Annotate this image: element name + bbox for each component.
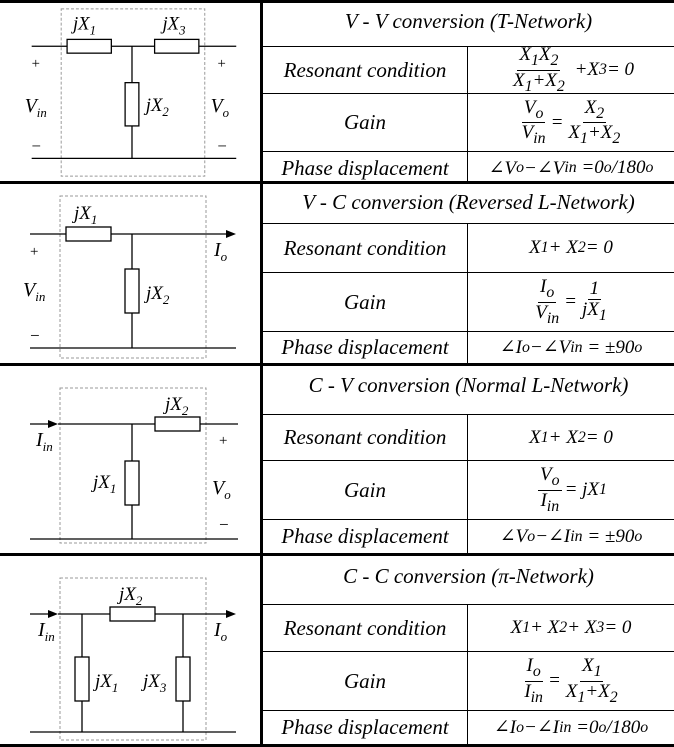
reversed-l-table bbox=[263, 184, 674, 363]
t-network-circuit bbox=[0, 3, 263, 181]
plus-sign: + bbox=[217, 55, 226, 72]
label-vin: $V_{in}$ bbox=[24, 95, 47, 121]
row-label: Gain bbox=[263, 94, 468, 151]
panel-vc-conversion bbox=[0, 184, 674, 366]
impedance-jx1 bbox=[67, 39, 111, 53]
row-label: Phase displacement bbox=[263, 332, 468, 363]
pi-network-table bbox=[263, 556, 674, 744]
label-jx2: $jX_2$ bbox=[165, 394, 189, 418]
table-row bbox=[263, 331, 674, 363]
row-label: Gain bbox=[263, 652, 468, 710]
label-vin: $V_{in}$ bbox=[23, 279, 46, 304]
minus-sign: − bbox=[31, 136, 42, 156]
gain-formula: $\frac{I_o}{V_{in}}$ = $\frac{1}{jX_1}$ bbox=[535, 276, 607, 327]
label-jx2: $jX_2$ bbox=[145, 95, 169, 120]
table-row bbox=[263, 460, 674, 519]
normal-l-schematic bbox=[0, 366, 263, 553]
plus-sign: + bbox=[31, 55, 41, 72]
label-jx1: $jX_1$ bbox=[93, 472, 117, 496]
current-arrow bbox=[226, 610, 236, 618]
table-row bbox=[263, 604, 674, 651]
row-label: Gain bbox=[263, 273, 468, 331]
label-jx1: $jX_1$ bbox=[72, 13, 96, 38]
table-row bbox=[263, 414, 674, 460]
gain-formula: $\frac{V_o}{V_{in}}$ = $\frac{X_2}{X_1+X_2}$ bbox=[521, 96, 621, 147]
normal-l-table bbox=[263, 366, 674, 553]
row-label: Phase displacement bbox=[263, 152, 468, 184]
plus-sign: + bbox=[30, 244, 39, 260]
phase-formula: ∠I o −∠V in = ±90 o bbox=[499, 336, 643, 358]
panel-vv-conversion bbox=[0, 0, 674, 184]
current-arrow bbox=[48, 420, 58, 428]
label-iin: $I_{in}$ bbox=[36, 429, 53, 454]
label-io: $I_o$ bbox=[214, 619, 228, 644]
t-network-table bbox=[263, 3, 674, 181]
row-label: Phase displacement bbox=[263, 520, 468, 553]
resonant-condition-formula: $\frac{X_1X_2}{X_1+X_2}$ +X 3 = 0 bbox=[512, 44, 635, 95]
table-row bbox=[263, 651, 674, 710]
table-row bbox=[263, 710, 674, 744]
table-row bbox=[263, 151, 674, 184]
gain-formula: $\frac{V_o}{I_{in}}$ = jX 1 bbox=[540, 464, 607, 515]
label-jx3: $jX_3$ bbox=[162, 13, 186, 38]
pi-network-circuit bbox=[0, 556, 263, 744]
minus-sign: − bbox=[30, 326, 40, 345]
panel-cc-conversion bbox=[0, 556, 674, 747]
pi-network-schematic bbox=[0, 556, 263, 744]
phase-formula: ∠V o −∠V in =0 o /180 o bbox=[488, 157, 654, 179]
resonant-condition-formula: X 1 + X 2 = 0 bbox=[529, 237, 613, 258]
label-io: $I_o$ bbox=[214, 239, 228, 264]
row-label: Gain bbox=[263, 461, 468, 519]
reversed-l-network-circuit bbox=[0, 184, 263, 363]
label-jx2: $jX_2$ bbox=[146, 283, 170, 307]
row-label: Resonant condition bbox=[263, 47, 468, 93]
label-iin: $I_{in}$ bbox=[38, 619, 55, 644]
label-jx3: $jX_3$ bbox=[143, 671, 167, 695]
panel-title: C - C conversion (π-Network) bbox=[343, 564, 594, 588]
panel-title: V - C conversion (Reversed L-Network) bbox=[302, 190, 635, 214]
impedance-jx3 bbox=[176, 657, 190, 701]
row-label: Resonant condition bbox=[263, 605, 468, 651]
impedance-jx1 bbox=[75, 657, 89, 701]
resonant-condition-formula: X 1 + X 2 + X 3 = 0 bbox=[510, 617, 632, 638]
panel-cv-conversion bbox=[0, 366, 674, 556]
impedance-jx2 bbox=[125, 269, 139, 313]
impedance-jx2 bbox=[110, 607, 155, 621]
panel-title: C - V conversion (Normal L-Network) bbox=[308, 373, 629, 397]
plus-sign: + bbox=[219, 433, 228, 449]
reversed-l-schematic bbox=[0, 184, 263, 363]
table-row bbox=[263, 272, 674, 331]
normal-l-network-circuit bbox=[0, 366, 263, 553]
current-arrow bbox=[48, 610, 58, 618]
gain-formula: $\frac{I_o}{I_{in}}$ = $\frac{X_1}{X_1+X_2}$ bbox=[524, 655, 618, 706]
phase-formula: ∠V o −∠I in = ±90 o bbox=[499, 525, 643, 547]
label-jx2: $jX_2$ bbox=[119, 584, 143, 608]
impedance-jx2 bbox=[155, 417, 200, 431]
panel-title: V - V conversion (T-Network) bbox=[344, 9, 593, 33]
row-label: Resonant condition bbox=[263, 224, 468, 272]
minus-sign: − bbox=[219, 515, 229, 534]
label-vo: $V_o$ bbox=[212, 477, 231, 502]
minus-sign: − bbox=[217, 136, 227, 156]
table-row bbox=[263, 519, 674, 553]
resonant-condition-formula: X 1 + X 2 = 0 bbox=[529, 426, 613, 448]
impedance-jx1 bbox=[125, 461, 139, 505]
table-row bbox=[263, 93, 674, 151]
label-jx1: $jX_1$ bbox=[95, 671, 119, 695]
current-arrow bbox=[226, 230, 236, 238]
table-row bbox=[263, 46, 674, 93]
label-vo: $V_o$ bbox=[210, 95, 230, 121]
phase-formula: ∠I o −∠I in =0 o /180 o bbox=[493, 716, 649, 738]
impedance-jx2 bbox=[125, 83, 139, 126]
label-jx1: $jX_1$ bbox=[74, 203, 98, 227]
table-row bbox=[263, 223, 674, 272]
row-label: Phase displacement bbox=[263, 711, 468, 744]
t-network-schematic bbox=[0, 3, 263, 181]
impedance-jx3 bbox=[155, 39, 199, 53]
row-label: Resonant condition bbox=[263, 415, 468, 460]
impedance-jx1 bbox=[66, 227, 111, 241]
